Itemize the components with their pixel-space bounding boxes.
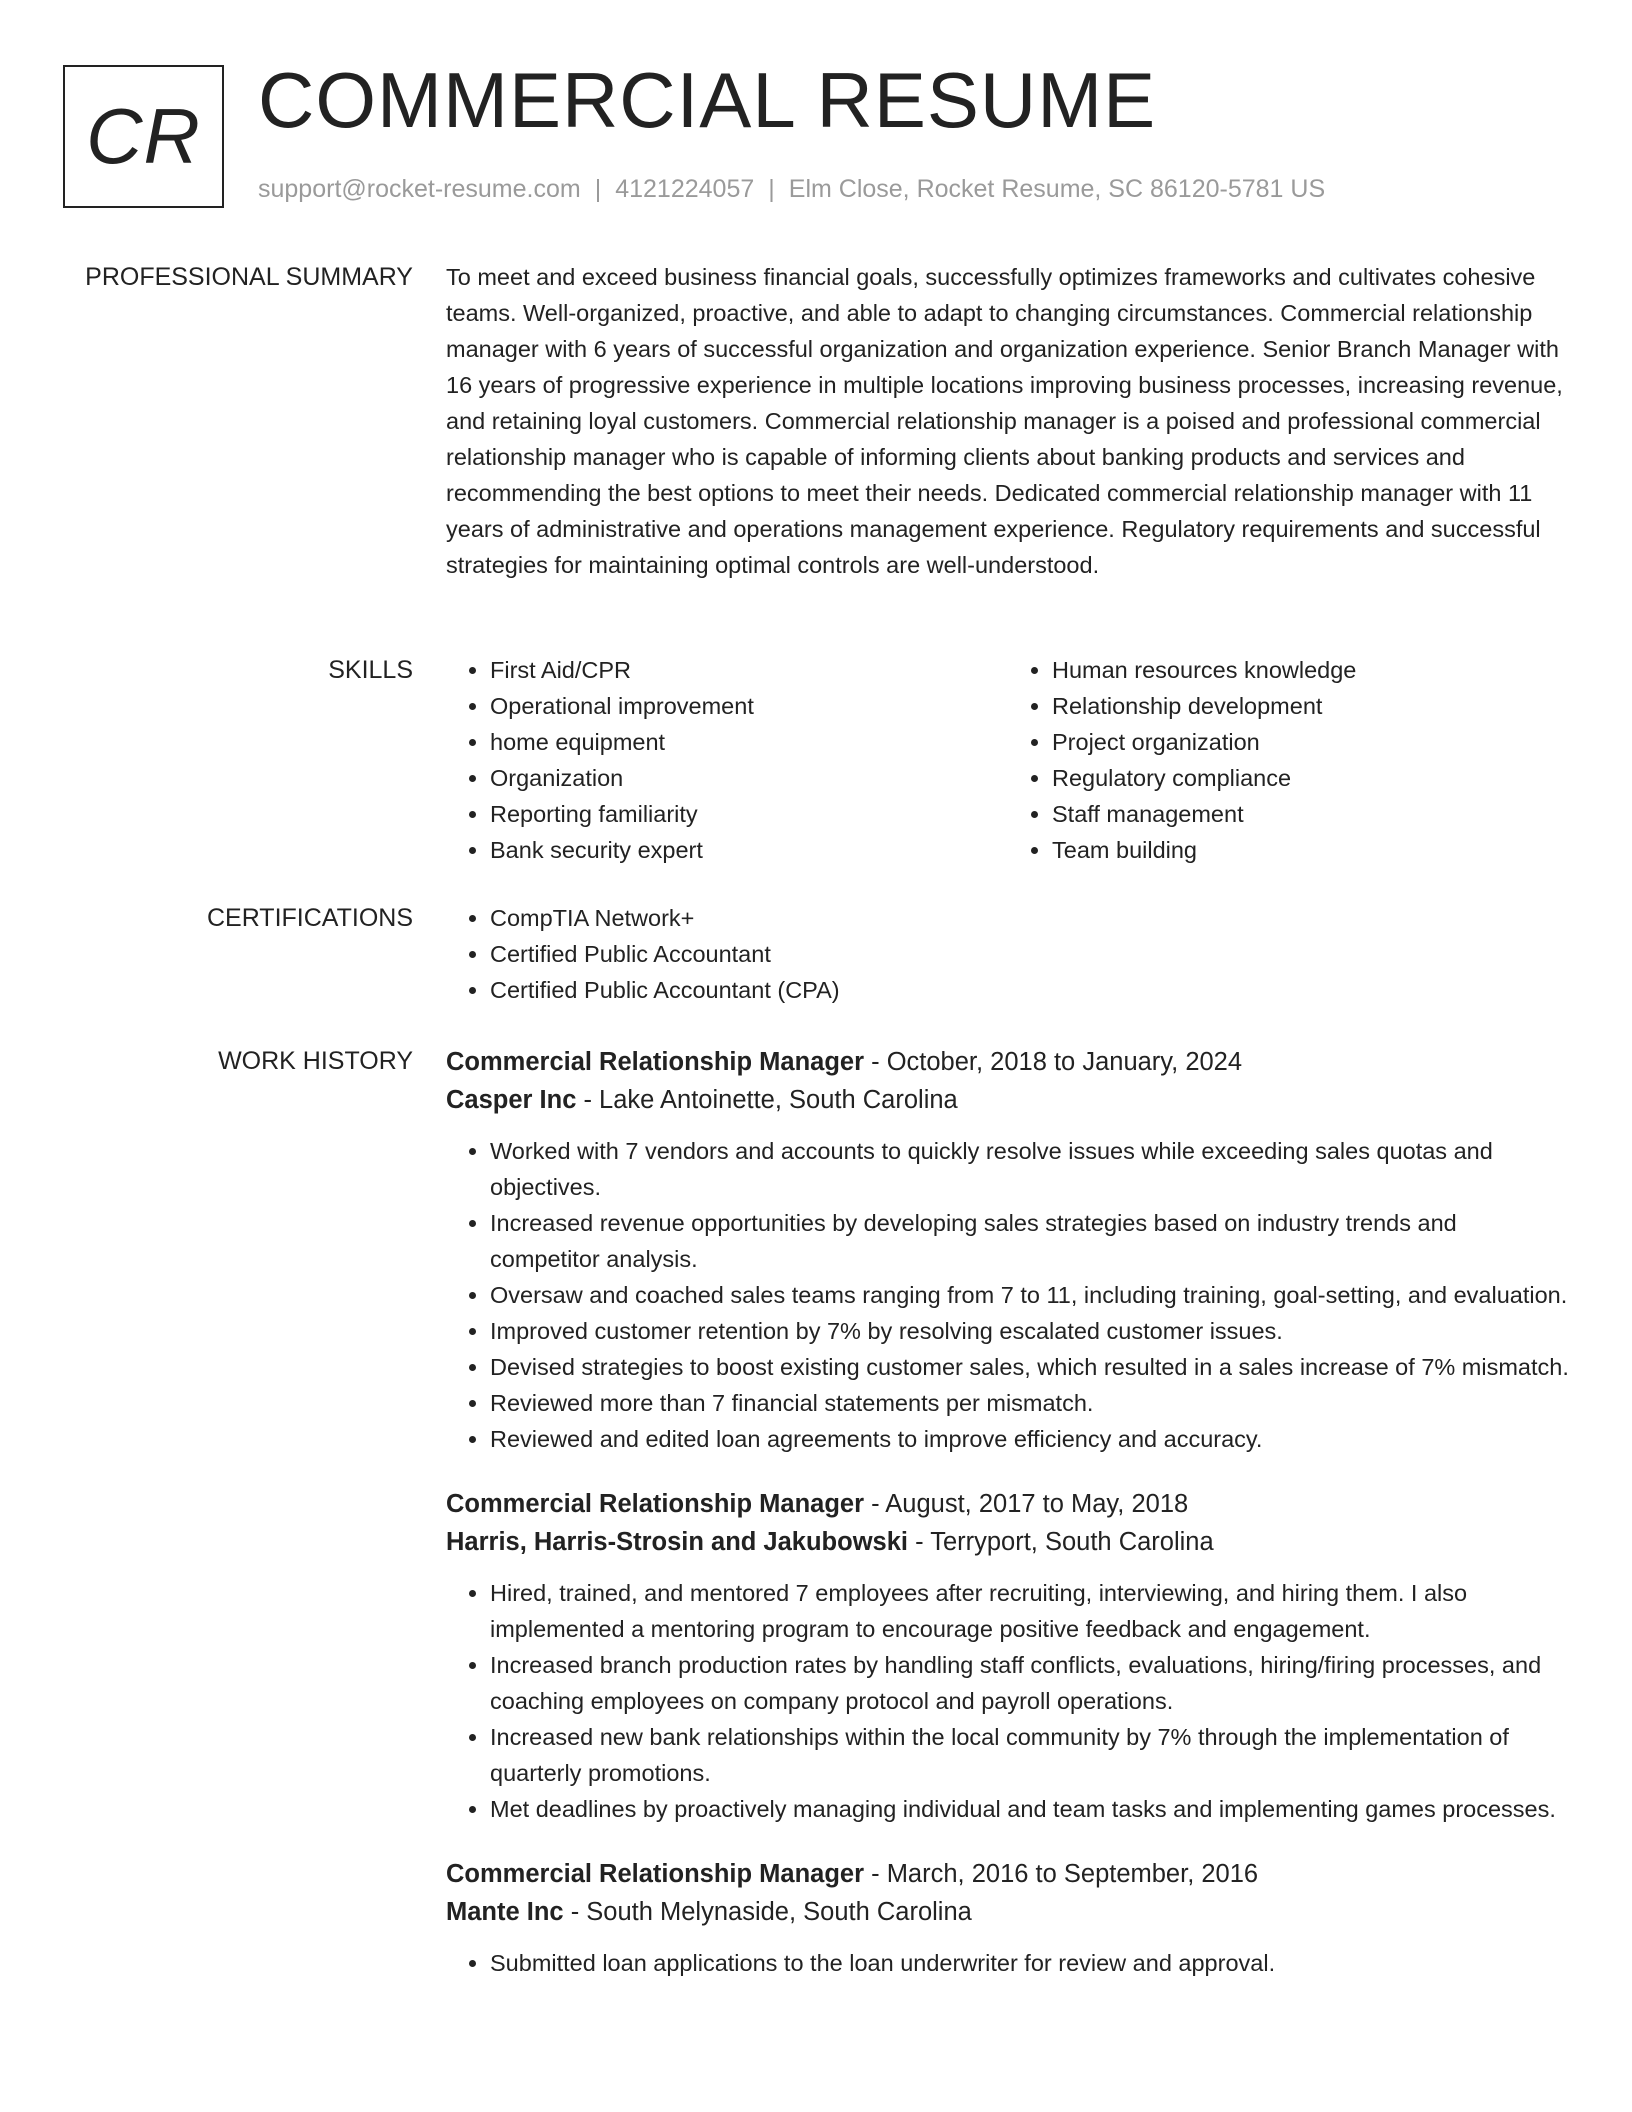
job-entry — [446, 1855, 1570, 1981]
job-bullets — [446, 1575, 1570, 1827]
job-location: - South Melynaside, South Carolina — [563, 1898, 972, 1926]
job-entry — [446, 1485, 1570, 1827]
job-company: Mante Inc — [446, 1898, 564, 1926]
certifications-label: CERTIFICATIONS — [206, 904, 413, 932]
list-item: • Staff management — [1052, 796, 1570, 832]
list-item: • Reporting familiarity — [490, 796, 1008, 832]
list-item: • Bank security expert — [490, 832, 1008, 868]
job-bullets — [446, 1133, 1570, 1457]
job-dates: - October, 2018 to January, 2024 — [864, 1048, 1243, 1076]
list-item: • Improved customer retention by 7% by resolving escalated customer issues. — [490, 1313, 1570, 1349]
job-dates: - August, 2017 to May, 2018 — [864, 1490, 1189, 1518]
list-item: • Reviewed more than 7 financial statements per mismatch. — [490, 1385, 1570, 1421]
list-item: • Operational improvement — [490, 688, 1008, 724]
summary-text: To meet and exceed business financial goals, successfully optimizes frameworks and cultivates cohesive teams. Well-organized, proactive, and able to adapt to changing circumstances. Commercial relationship manager with 6 years of successful organization and organization experience. Senior Branch Manager with 16 years of progressive experience in multiple locations improving business processes, increasing revenue, and retaining loyal customers. Commercial relationship manager is a poised and professional commercial relationship manager who is capable of informing clients about banking products and services and recommending the best options to meet their needs. Dedicated commercial relationship manager with 11 years of administrative and operations management experience. Regulatory requirements and successful strategies for maintaining optimal controls are well-understood. — [446, 264, 1563, 578]
job-title: Commercial Relationship Manager — [446, 1490, 865, 1518]
contact-line — [258, 175, 1325, 204]
skills-list — [446, 652, 1570, 868]
job-company: Harris, Harris-Strosin and Jakubowski — [446, 1528, 908, 1556]
job-title: Commercial Relationship Manager — [446, 1048, 865, 1076]
skills-left-column — [446, 652, 1008, 868]
contact-phone[interactable]: 4121224057 — [615, 175, 755, 203]
list-item: • Project organization — [1052, 724, 1570, 760]
contact-separator: | — [768, 175, 775, 203]
list-item: • Reviewed and edited loan agreements to improve efficiency and accuracy. — [490, 1421, 1570, 1457]
job-company: Casper Inc — [446, 1086, 577, 1114]
list-item: • Worked with 7 vendors and accounts to quickly resolve issues while exceeding sales quotas and objectives. — [490, 1133, 1570, 1205]
job-location: - Lake Antoinette, South Carolina — [576, 1086, 958, 1114]
job-location: - Terryport, South Carolina — [908, 1528, 1214, 1556]
job-company-line — [446, 1081, 1570, 1119]
list-item: • Certified Public Accountant — [490, 936, 1570, 972]
summary-label: PROFESSIONAL SUMMARY — [85, 263, 413, 291]
job-company-line — [446, 1893, 1570, 1931]
list-item: • Oversaw and coached sales teams ranging from 7 to 11, including training, goal-setting, and evaluation. — [490, 1277, 1570, 1313]
list-item: • Submitted loan applications to the loan underwriter for review and approval. — [490, 1945, 1570, 1981]
list-item: • Met deadlines by proactively managing individual and team tasks and implementing games processes. — [490, 1791, 1570, 1827]
list-item: • Increased revenue opportunities by developing sales strategies based on industry trends and competitor analysis. — [490, 1205, 1570, 1277]
contact-email[interactable]: support@rocket-resume.com — [258, 175, 581, 203]
list-item: • Organization — [490, 760, 1008, 796]
contact-separator: | — [594, 175, 602, 203]
job-entry — [446, 1043, 1570, 1457]
list-item: • Regulatory compliance — [1052, 760, 1570, 796]
list-item: • Human resources knowledge — [1052, 652, 1570, 688]
job-title-line — [446, 1855, 1570, 1893]
list-item: • Increased new bank relationships within the local community by 7% through the implementation of quarterly promotions. — [490, 1719, 1570, 1791]
list-item: • Team building — [1052, 832, 1570, 868]
list-item: • Devised strategies to boost existing customer sales, which resulted in a sales increase of 7% mismatch. — [490, 1349, 1570, 1385]
certifications-list — [446, 900, 1570, 1008]
list-item: • Increased branch production rates by handling staff conflicts, evaluations, hiring/firing processes, and coaching employees on company protocol and payroll operations. — [490, 1647, 1570, 1719]
resume-title: COMMERCIAL RESUME — [258, 56, 1157, 144]
list-item: • First Aid/CPR — [490, 652, 1008, 688]
work-history-label: WORK HISTORY — [218, 1047, 413, 1075]
job-title: Commercial Relationship Manager — [446, 1860, 865, 1888]
job-title-line — [446, 1485, 1570, 1523]
job-dates: - March, 2016 to September, 2016 — [864, 1860, 1259, 1888]
list-item: • home equipment — [490, 724, 1008, 760]
list-item: • Hired, trained, and mentored 7 employees after recruiting, interviewing, and hiring them. I also implemented a mentoring program to encourage positive feedback and engagement. — [490, 1575, 1570, 1647]
work-history-list — [446, 1043, 1570, 2009]
job-title-line — [446, 1043, 1570, 1081]
list-item: • CompTIA Network+ — [490, 900, 1570, 936]
job-bullets — [446, 1945, 1570, 1981]
monogram-logo: CR — [63, 65, 224, 208]
list-item: • Relationship development — [1052, 688, 1570, 724]
skills-label: SKILLS — [328, 656, 413, 684]
skills-right-column — [1008, 652, 1570, 868]
contact-address: Elm Close, Rocket Resume, SC 86120-5781 US — [788, 175, 1326, 203]
list-item: • Certified Public Accountant (CPA) — [490, 972, 1570, 1008]
job-company-line — [446, 1523, 1570, 1561]
